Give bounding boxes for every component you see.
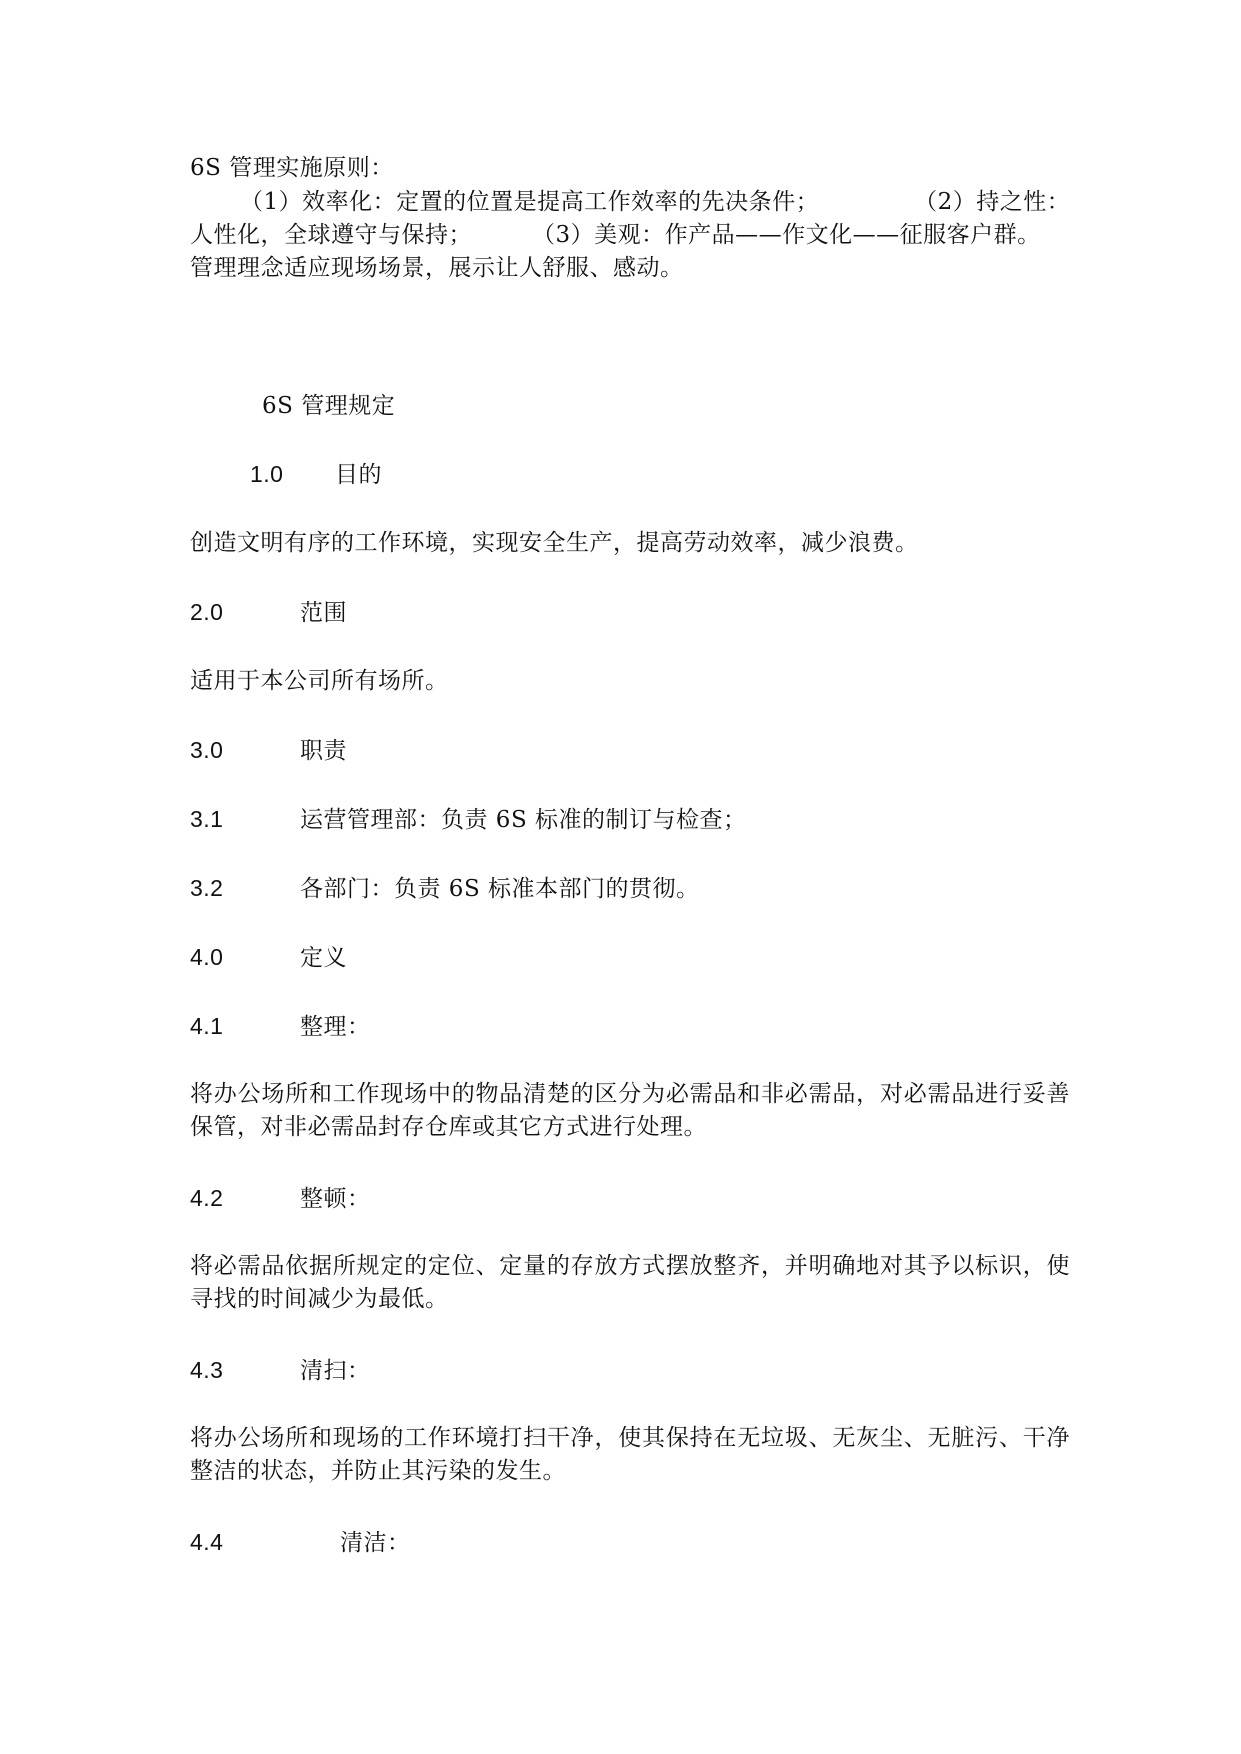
section-label: 目的: [335, 462, 382, 488]
section-2-0: [190, 596, 347, 629]
sort-paragraph: [190, 1078, 1070, 1144]
intro-line-2: [190, 219, 1041, 251]
section-number: 4.2: [190, 1185, 224, 1211]
section-4-4: [190, 1526, 411, 1559]
principle-aesthetics: （3）美观：作产品——作文化——征服客户群。: [532, 222, 1041, 248]
intro-line-1: [240, 186, 1070, 218]
section-4-2: [190, 1182, 371, 1215]
section-3-1: [190, 803, 747, 836]
principle-humanization: 人性化，全球遵守与保持；: [190, 222, 472, 248]
section-label: 定义: [300, 945, 347, 971]
section-number: 4.0: [190, 944, 224, 970]
section-label: 职责: [300, 738, 347, 764]
section-number: 1.0: [250, 461, 284, 487]
section-number: 4.1: [190, 1013, 224, 1039]
section-label: 清扫：: [300, 1358, 371, 1384]
section-number: 3.0: [190, 737, 224, 763]
intro-heading-text: 6S 管理实施原则：: [190, 155, 394, 181]
section-label: 范围: [300, 600, 347, 626]
section-label: 整理：: [300, 1014, 371, 1040]
scope-text: 适用于本公司所有场所。: [190, 668, 449, 694]
section-3-2: [190, 872, 700, 905]
shine-paragraph: [190, 1422, 1070, 1488]
set-in-order-paragraph: [190, 1250, 1070, 1316]
section-label: 各部门：负责 6S 标准本部门的贯彻。: [300, 876, 700, 902]
intro-line-3: [190, 252, 684, 284]
section-3-0: [190, 734, 347, 767]
section-label: 清洁：: [340, 1530, 411, 1556]
section-number: 3.1: [190, 806, 224, 832]
section-4-1: [190, 1010, 371, 1043]
section-number: 3.2: [190, 875, 224, 901]
purpose-text: 创造文明有序的工作环境，实现安全生产，提高劳动效率，减少浪费。: [190, 530, 919, 556]
section-1-0: [250, 458, 382, 491]
section-number: 4.4: [190, 1529, 224, 1555]
principle-efficiency: （1）效率化：定置的位置是提高工作效率的先决条件；: [240, 189, 820, 215]
intro-heading: [190, 152, 394, 184]
sort-text: 将办公场所和工作现场中的物品清楚的区分为必需品和非必需品，对必需品进行妥善保管，对非必需品封存仓库或其它方式进行处理。: [190, 1081, 1070, 1140]
document-title-text: 6S 管理规定: [262, 393, 396, 419]
section-4-0: [190, 941, 347, 974]
principle-concept: 管理理念适应现场场景，展示让人舒服、感动。: [190, 255, 684, 281]
section-label: 运营管理部：负责 6S 标准的制订与检查；: [300, 807, 747, 833]
set-in-order-text: 将必需品依据所规定的定位、定量的存放方式摆放整齐，并明确地对其予以标识，使寻找的时间减少为最低。: [190, 1253, 1070, 1312]
principle-persistence: （2）持之性：: [914, 189, 1071, 215]
section-4-3: [190, 1354, 371, 1387]
section-label: 整顿：: [300, 1186, 371, 1212]
scope-paragraph: [190, 665, 449, 697]
section-number: 4.3: [190, 1357, 224, 1383]
purpose-paragraph: [190, 527, 919, 559]
document-title: [262, 390, 395, 422]
section-number: 2.0: [190, 599, 224, 625]
shine-text: 将办公场所和现场的工作环境打扫干净，使其保持在无垃圾、无灰尘、无脏污、干净整洁的状态，并防止其污染的发生。: [190, 1425, 1070, 1484]
